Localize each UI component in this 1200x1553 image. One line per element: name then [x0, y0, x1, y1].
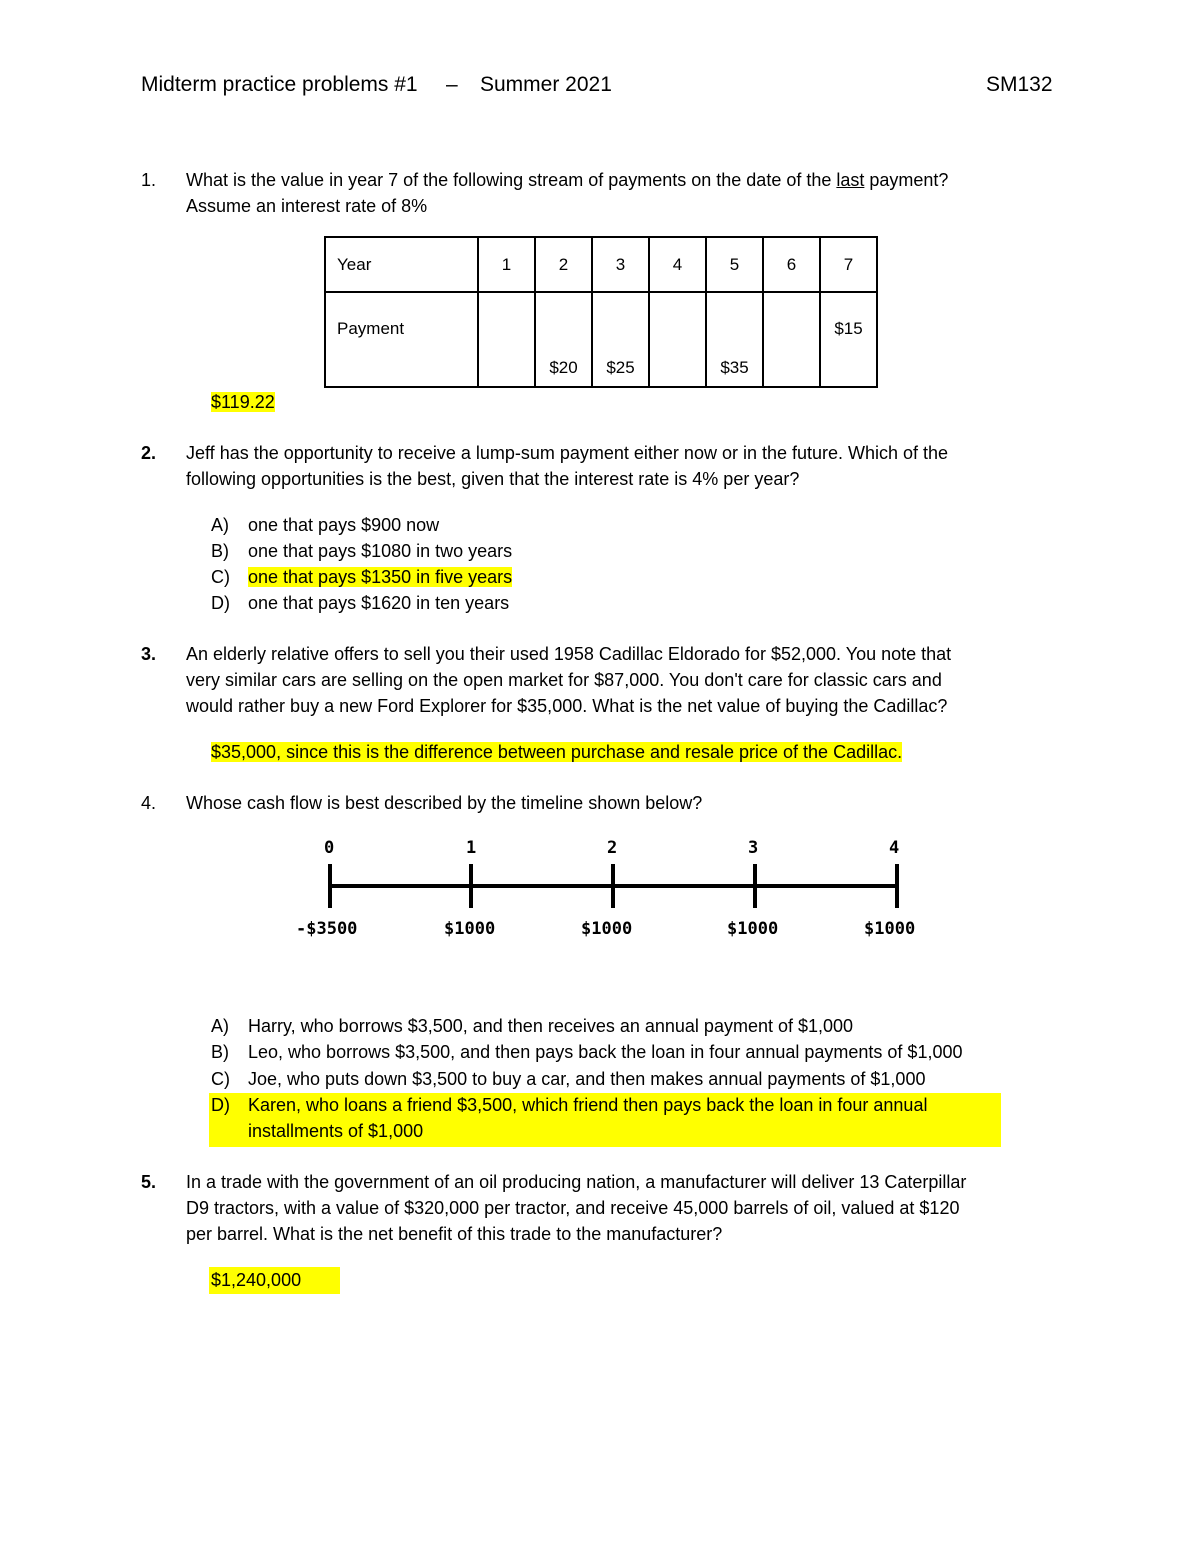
- option-text-highlighted: one that pays $1350 in five years: [248, 567, 513, 587]
- payment-table: [324, 236, 878, 388]
- table-cell-year: 3: [592, 237, 649, 292]
- timeline-cashflow: $1000: [444, 919, 496, 939]
- q3-answer: [211, 739, 902, 765]
- q1-text-pre: What is the value in year 7 of the following stream of payments on the date of the: [186, 170, 837, 190]
- q5-text-line3: per barrel. What is the net benefit of this trade to the manufacturer?: [186, 1224, 723, 1244]
- table-cell-year: 7: [820, 237, 877, 292]
- q1-answer-highlight: $119.22: [211, 392, 275, 412]
- q3-text-line2: very similar cars are selling on the open market for $87,000. You don't care for classic cars and: [186, 670, 942, 690]
- term-label: Summer 2021: [480, 73, 612, 96]
- q1-text-line2: Assume an interest rate of 8%: [186, 196, 428, 216]
- course-code: SM132: [986, 73, 1053, 96]
- option-text: Harry, who borrows $3,500, and then receives an annual payment of $1,000: [248, 1016, 854, 1036]
- timeline-cashflow: $1000: [864, 919, 916, 939]
- q2-option-a: [211, 512, 439, 538]
- table-cell-payment-label: Payment: [325, 292, 478, 387]
- q2-option-c: [211, 564, 512, 590]
- option-text: Joe, who puts down $3,500 to buy a car, and then makes annual payments of $1,000: [248, 1069, 926, 1089]
- table-cell-year: 1: [478, 237, 535, 292]
- timeline-period: 4: [889, 838, 900, 858]
- q5-number: 5.: [141, 1172, 157, 1192]
- table-cell-year: 4: [649, 237, 706, 292]
- option-text: Leo, who borrows $3,500, and then pays back the loan in four annual payments of $1,000: [248, 1042, 963, 1062]
- table-cell-year-label: Year: [325, 237, 478, 292]
- option-letter: A): [211, 515, 229, 535]
- q4-option-d: [211, 1092, 927, 1118]
- q3-answer-highlight: $35,000, since this is the difference between purchase and resale price of the Cadillac.: [211, 742, 903, 762]
- q2-option-b: [211, 538, 512, 564]
- title-dash: –: [446, 73, 458, 96]
- timeline-period: 2: [607, 838, 618, 858]
- option-letter: B): [211, 1042, 229, 1062]
- q5-text-line2: D9 tractors, with a value of $320,000 per tractor, and receive 45,000 barrels of oil, valued at $120: [186, 1198, 960, 1218]
- table-cell-year: 6: [763, 237, 820, 292]
- page-title: Midterm practice problems #1: [141, 73, 418, 96]
- q5-answer: $1,240,000: [211, 1270, 302, 1290]
- option-text: one that pays $1620 in ten years: [248, 593, 510, 613]
- table-row-payment: [325, 292, 877, 387]
- q2-option-d: [211, 590, 509, 616]
- table-cell-payment: $25: [592, 292, 649, 387]
- table-cell-payment: $35: [706, 292, 763, 387]
- q4-text-line1: Whose cash flow is best described by the timeline shown below?: [186, 793, 703, 813]
- q1-text-underlined: last: [836, 170, 865, 190]
- table-cell-payment: [763, 292, 820, 387]
- timeline-cashflow: $1000: [581, 919, 633, 939]
- q2-text-line2: following opportunities is the best, given that the interest rate is 4% per year?: [186, 469, 800, 489]
- table-cell-year: 5: [706, 237, 763, 292]
- table-cell-payment: [478, 292, 535, 387]
- table-cell-payment: $15: [820, 292, 877, 387]
- q4-option-a: [211, 1013, 853, 1039]
- q3-number: 3.: [141, 644, 157, 664]
- q1-number: 1.: [141, 170, 157, 190]
- timeline-period: 1: [466, 838, 477, 858]
- table-cell-year: 2: [535, 237, 592, 292]
- q2-number: 2.: [141, 443, 157, 463]
- q4-option-d-line2: installments of $1,000: [248, 1121, 424, 1141]
- q2-text-line1: Jeff has the opportunity to receive a lump-sum payment either now or in the future. Which of the: [186, 443, 949, 463]
- option-letter: D): [211, 593, 230, 613]
- option-letter: A): [211, 1016, 229, 1036]
- option-text: one that pays $900 now: [248, 515, 440, 535]
- table-cell-payment: $20: [535, 292, 592, 387]
- table-row-year: [325, 237, 877, 292]
- q3-text-line3: would rather buy a new Ford Explorer for $35,000. What is the net value of buying the Cadillac?: [186, 696, 948, 716]
- q1-answer: [211, 389, 275, 415]
- option-letter: D): [211, 1095, 230, 1115]
- q3-text-line1: An elderly relative offers to sell you their used 1958 Cadillac Eldorado for $52,000. You note that: [186, 644, 952, 664]
- q5-text-line1: In a trade with the government of an oil producing nation, a manufacturer will deliver 13 Caterpillar: [186, 1172, 967, 1192]
- q4-number: 4.: [141, 793, 157, 813]
- q1-text-post: payment?: [864, 170, 949, 190]
- table-cell-payment: [649, 292, 706, 387]
- option-letter: B): [211, 541, 229, 561]
- q4-option-c: [211, 1066, 925, 1092]
- option-letter: C): [211, 1069, 230, 1089]
- q1-text-line1: [186, 167, 948, 193]
- timeline-period: 0: [324, 838, 335, 858]
- timeline-cashflow: -$3500: [296, 919, 358, 939]
- option-text: one that pays $1080 in two years: [248, 541, 513, 561]
- option-letter: C): [211, 567, 230, 587]
- q4-option-b: [211, 1039, 963, 1065]
- timeline-period: 3: [748, 838, 759, 858]
- timeline-cashflow: $1000: [727, 919, 779, 939]
- option-text: Karen, who loans a friend $3,500, which friend then pays back the loan in four annual: [248, 1095, 928, 1115]
